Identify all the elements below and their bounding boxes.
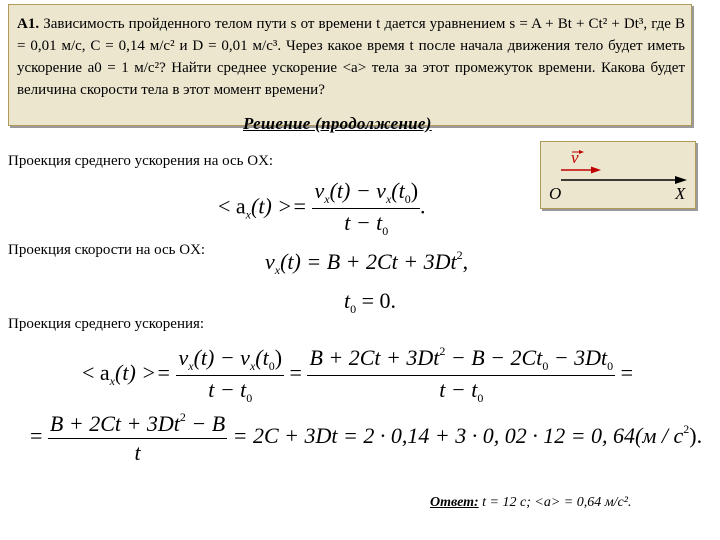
origin-label: O: [549, 184, 562, 203]
velocity-projection-label: Проекция скорости на ось OX:: [8, 242, 206, 258]
avg-accel-result-formula: = $\frac{B + 2Ct + 3Dt^2 - B}{t}$ = 2C + 3Dt = 2 · 0,14 + 3 · 0, 02 · 12 = 0, $64(м / с^2)$.: [30, 410, 703, 465]
problem-line-2: + Ct² + Dt³, где B = 0,01 м/с, C = 0,14 м/с² и D = 0,01 м/с³. Через какое время t после: [17, 16, 686, 54]
problem-line-3: начала движения тело будет иметь ускорение a0 = 1 м/с²? Найти среднее ускорение: [17, 38, 686, 76]
avg-accel-expanded-formula: < $a_x(t)$ >= $\frac{v_x(t) - v_x(t_0)}{t - t_0}$ = $\frac{B + 2Ct + 3Dt^2 - B - 2Ct_0 - 3Dt_0}{t - t_0}$ =: [82, 344, 634, 405]
answer-text: t = 12 с; <a> = 0,64 м/с².: [482, 495, 632, 510]
answer: [430, 495, 631, 511]
axis-diagram: [540, 141, 696, 209]
velocity-label: v: [571, 148, 579, 167]
velocity-formula: $v_x(t) = B + 2Ct + 3Dt^2$,: [265, 248, 469, 277]
problem-text: [17, 13, 685, 101]
problem-statement-box: [8, 4, 692, 126]
problem-line-4: <a> тела за этот промежуток времени. Какова будет величина скорости тела в этот: [17, 60, 686, 98]
problem-number: А1.: [17, 16, 40, 32]
avg-accel-label: Проекция среднего ускорения:: [8, 316, 205, 332]
avg-accel-projection-label: Проекция среднего ускорения на ось OX:: [8, 153, 274, 169]
problem-line-1: Зависимость пройденного телом пути s от времени t дается уравнением s = A + Bt: [43, 16, 572, 32]
answer-label: Ответ:: [430, 495, 479, 510]
avg-accel-definition-formula: < $a_x(t)$ >= $\frac{v_x(t) - v_x(t_0)}{t - t_0}$ .: [218, 178, 426, 238]
solution-title: Решение (продолжение): [243, 114, 432, 133]
velocity-arrowhead: [591, 167, 601, 174]
x-axis-label: X: [675, 184, 686, 203]
x-axis-arrowhead: [675, 176, 687, 184]
initial-time-formula: $t_0 = 0$.: [344, 288, 397, 316]
problem-line-5: момент времени?: [213, 82, 325, 98]
